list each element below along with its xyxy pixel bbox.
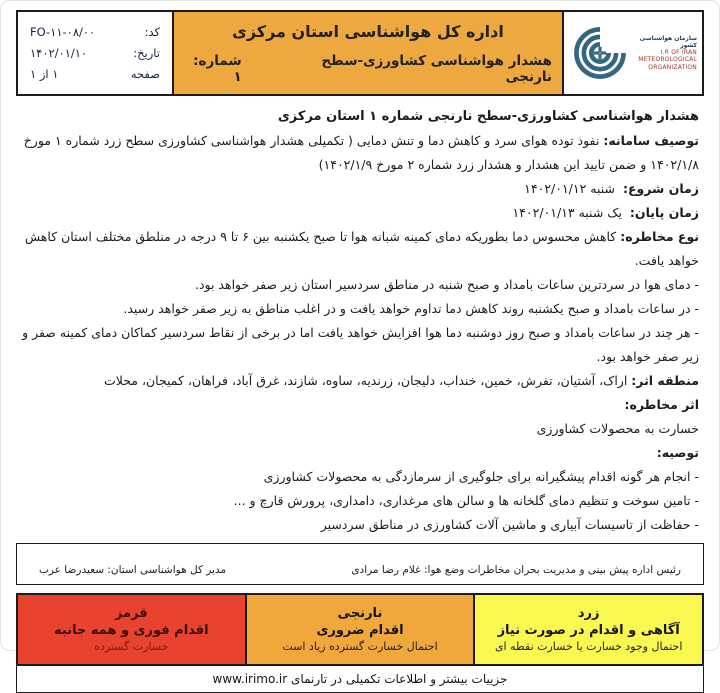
info-row-code bbox=[30, 25, 160, 39]
warning-body bbox=[16, 96, 704, 537]
level-yellow-name: زرد bbox=[577, 606, 600, 621]
info-row-date bbox=[30, 46, 160, 60]
logo-en-line1: I.R OF IRAN bbox=[660, 48, 697, 56]
hazard-effect-heading: اثر مخاطره: bbox=[624, 397, 699, 412]
warning-levels-legend bbox=[16, 593, 704, 666]
page-label: صفحه bbox=[130, 67, 160, 81]
warning-type-row bbox=[184, 53, 552, 85]
date-label: تاریخ: bbox=[133, 46, 160, 60]
logo-en-line2: METEOROLOGICAL bbox=[638, 56, 697, 64]
warning-number: شماره: ۱ bbox=[193, 52, 242, 85]
level-red bbox=[16, 593, 245, 666]
info-row-page bbox=[30, 67, 160, 81]
page-value: ۱ از ۱ bbox=[30, 67, 59, 81]
logo-en-line3: ORGANIZATION bbox=[648, 63, 697, 71]
advice-bullet-3: - حفاظت از تاسیسات آبیاری و ماشین آلات کشاورزی در مناطق سردسیر bbox=[320, 517, 699, 532]
hazard-effect-text: خسارت به محصولات کشاورزی bbox=[536, 421, 699, 436]
level-yellow bbox=[473, 593, 704, 666]
level-orange-name: نارنجی bbox=[337, 606, 383, 621]
logo-box bbox=[562, 10, 704, 96]
advice-bullet-1: - انجام هر گونه اقدام پیشگیرانه برای جلوگیری از سرمازدگی به محصولات کشاورزی bbox=[263, 469, 699, 484]
affected-area: منطقه اثر: اراک، آشتیان، تفرش، خمین، خنداب، دلیجان، زرندیه، ساوه، شازند، غرق آباد، فراهان، کمیجان، محلات bbox=[103, 373, 699, 388]
code-value: FO-۱۱-۰۸/۰۰ bbox=[30, 25, 96, 39]
irimo-spiral-logo-icon bbox=[569, 22, 631, 84]
website-footer bbox=[16, 666, 704, 693]
logo-farsi-name: سازمان هواشناسی کشور bbox=[639, 34, 697, 49]
start-time: زمان شروع: شنبه ۱۴۰۲/۰۱/۱۲ bbox=[524, 181, 699, 196]
director-signature: مدیر کل هواشناسی استان: سعیدرضا عرب bbox=[39, 564, 227, 576]
hazard-bullet-3: - هر چند در ساعات بامداد و صبح روز دوشنبه دما هوا افزایش خواهد یافت اما در برخی از نقاط سردسیر کماکان دمای کمینه صفر و زیر صفر خواهد بود. bbox=[22, 325, 699, 364]
hazard-bullet-1: - دمای هوا در سردترین ساعات بامداد و صبح شنبه در مناطق سردسیر استان زیر صفر خواهد بود. bbox=[194, 277, 699, 292]
level-orange bbox=[245, 593, 474, 666]
level-yellow-action: آگاهی و اقدام در صورت نیاز bbox=[497, 623, 680, 638]
document-info-box bbox=[16, 10, 174, 96]
level-red-name: قرمز bbox=[114, 606, 148, 621]
end-time: زمان پایان: یک شنبه ۱۴۰۲/۰۱/۱۳ bbox=[512, 205, 699, 220]
level-yellow-desc: احتمال وجود خسارت یا خسارت نقطه ای bbox=[494, 640, 683, 653]
system-description: توصیف سامانه: نفوذ توده هوای سرد و کاهش دما و تنش دمایی ( تکمیلی هشدار هواشناسی کشاورزی سطح زرد شماره ۱ مورخ ۱۴۰۲/۱/۸ و ضمن تایید این هشدار و هشدار زرد شماره ۲ مورخ ۱۴۰۲/۱/۹) bbox=[23, 133, 699, 172]
org-title: اداره کل هواشناسی استان مرکزی bbox=[232, 21, 504, 41]
code-label: کد: bbox=[144, 25, 160, 39]
level-red-desc: خسارت گسترده bbox=[94, 640, 169, 653]
header-title-band bbox=[174, 10, 562, 96]
document-header bbox=[16, 10, 704, 96]
advice-bullet-2: - تامین سوخت و تنظیم دمای گلخانه ها و سالن های مرغداری، دامداری، پرورش قارچ و ... bbox=[233, 493, 699, 508]
hazard-type: نوع مخاطره: کاهش محسوس دما بطوریکه دمای کمینه شبانه هوا تا صبح یکشنبه بین ۶ تا ۹ درجه در منلطق مختلف استان کاهش خواهد یافت. bbox=[24, 229, 699, 268]
logo-text-block bbox=[633, 35, 697, 72]
forecast-head-signature: رئیس اداره پیش بینی و مدیریت بحران مخاطرات وضع هوا: غلام رضا مرادی bbox=[351, 564, 681, 576]
warning-heading: هشدار هواشناسی کشاورزی-سطح نارنجی شماره ۱ استان مرکزی bbox=[277, 109, 699, 124]
level-orange-action: اقدام ضروری bbox=[316, 623, 404, 638]
level-orange-desc: احتمال خسارت گسترده زیاد است bbox=[282, 640, 438, 653]
signature-box bbox=[16, 543, 704, 585]
hazard-bullet-2: - در ساعات بامداد و صبح یکشنبه روند کاهش دما تداوم خواهد یافت و در اغلب مناطق به زیر صفر خواهد رسید. bbox=[123, 301, 699, 316]
advice-heading: توصیه: bbox=[656, 445, 699, 460]
date-value: ۱۴۰۲/۰۱/۱۰ bbox=[30, 46, 88, 60]
website-footer-text: جزییات بیشتر و اطلاعات تکمیلی در تارنمای www.irimo.ir bbox=[212, 672, 508, 686]
level-red-action: اقدام فوری و همه جانبه bbox=[54, 623, 209, 638]
warning-type-label: هشدار هواشناسی کشاورزی-سطح نارنجی bbox=[321, 52, 552, 85]
